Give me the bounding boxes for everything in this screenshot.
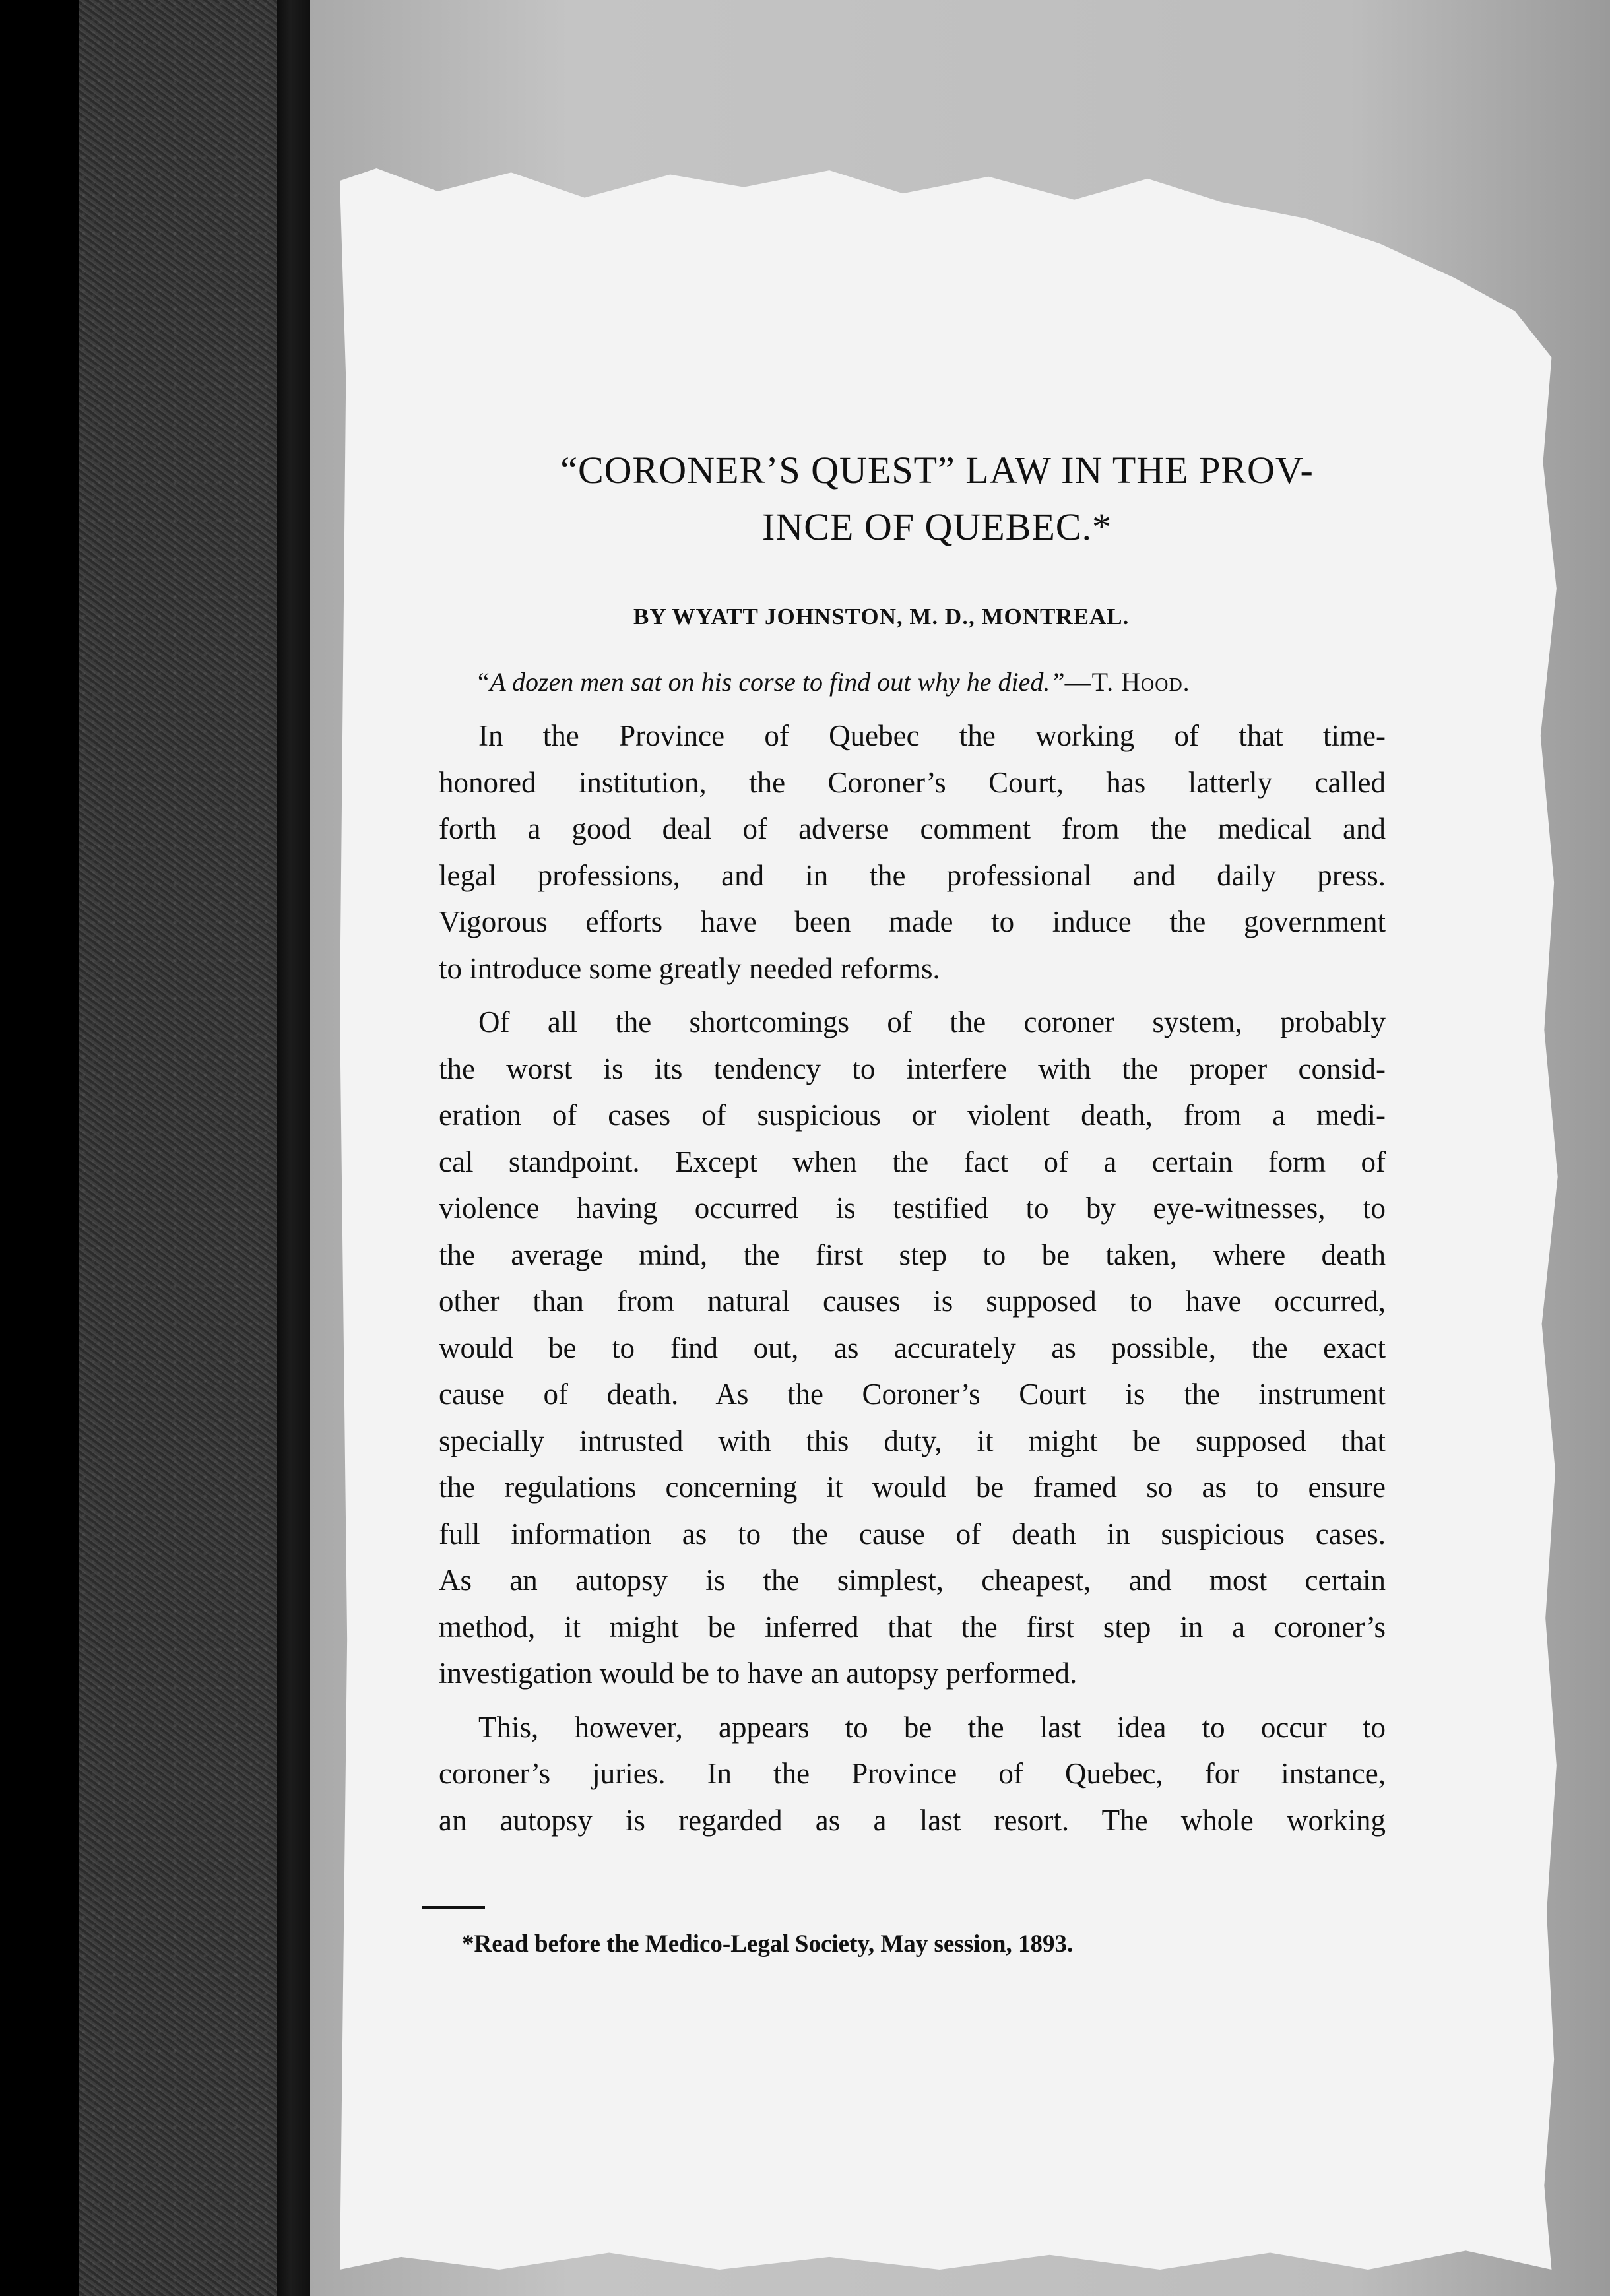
text-line: This, however, appears to be the last idea to occur to	[478, 1710, 1386, 1744]
page-title	[449, 442, 1425, 556]
text-line: violence having occurred is testified to by eye-witnesses, to	[439, 1192, 1386, 1225]
text-line: In the Province of Quebec the working of that time-	[478, 719, 1386, 752]
paragraph	[439, 1704, 1386, 1844]
text-line: Of all the shortcomings of the coroner system, probably	[478, 1005, 1386, 1038]
text-line: As an autopsy is the simplest, cheapest, and most certain	[439, 1564, 1386, 1597]
text-line: eration of cases of suspicious or violent death, from a medi-	[439, 1099, 1386, 1132]
text-line: forth a good deal of adverse comment from the medical and	[439, 812, 1386, 845]
epigraph-author: —T. Hood.	[1064, 667, 1190, 697]
text-line: legal professions, and in the professional and daily press.	[439, 858, 1386, 892]
text-line: the regulations concerning it would be framed so as to ensure	[439, 1471, 1386, 1504]
paragraph	[439, 999, 1386, 1697]
body-text	[439, 713, 1386, 1851]
text-line: cause of death. As the Coroner’s Court is the instrument	[439, 1378, 1386, 1411]
footnote-rule	[422, 1906, 485, 1909]
text-line: specially intrusted with this duty, it might be supposed that	[439, 1424, 1386, 1457]
text-line: cal standpoint. Except when the fact of a certain form of	[439, 1145, 1386, 1178]
text-line: the average mind, the first step to be taken, where death	[439, 1238, 1386, 1271]
text-line: would be to find out, as accurately as possible, the exact	[439, 1331, 1386, 1364]
text-line: method, it might be inferred that the first step in a coroner’s	[439, 1610, 1386, 1643]
binding-strip	[277, 0, 310, 2296]
title-line: INCE OF QUEBEC.*	[762, 505, 1112, 548]
title-line: “CORONER’S QUEST” LAW IN THE PROV-	[560, 449, 1314, 492]
scan-edge	[0, 0, 79, 2296]
epigraph-quote: “A dozen men sat on his corse to find out why he died.”	[475, 667, 1065, 697]
author-byline: BY WYATT JOHNSTON, M. D., MONTREAL.	[633, 604, 1130, 629]
text-line: honored institution, the Coroner’s Court, has latterly called	[439, 765, 1386, 799]
epigraph	[475, 666, 1190, 697]
text-line: to introduce some greatly needed reforms.	[439, 951, 940, 985]
text-line: coroner’s juries. In the Province of Quebec, for instance,	[439, 1757, 1386, 1790]
text-line: other than from natural causes is supposed to have occurred,	[439, 1285, 1386, 1318]
text-line: full information as to the cause of death in suspicious cases.	[439, 1517, 1386, 1550]
text-line: investigation would be to have an autopsy performed.	[439, 1657, 1078, 1690]
footnote: *Read before the Medico-Legal Society, May session, 1893.	[462, 1930, 1074, 1958]
book-cover-board	[79, 0, 277, 2296]
text-line: the worst is its tendency to interfere with the proper consid-	[439, 1052, 1386, 1085]
text-line: an autopsy is regarded as a last resort. The whole working	[439, 1803, 1386, 1837]
paragraph	[439, 713, 1386, 992]
text-line: Vigorous efforts have been made to induce the government	[439, 905, 1386, 938]
